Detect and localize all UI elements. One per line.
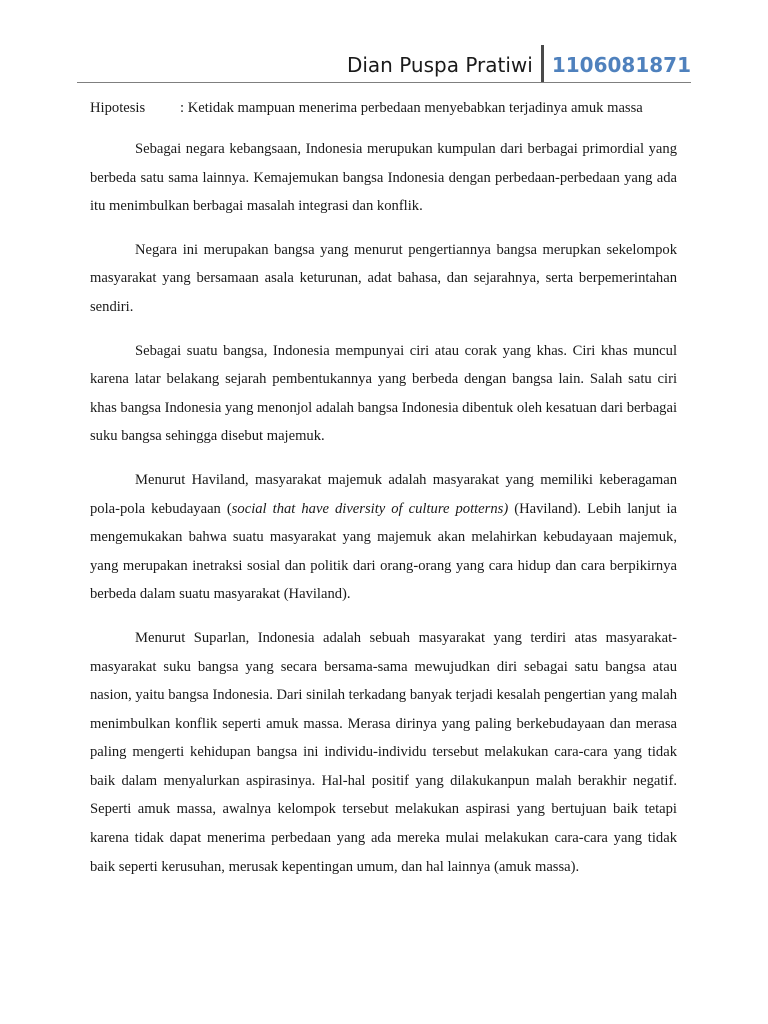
- paragraph-2: Negara ini merupakan bangsa yang menurut pengertiannya bangsa merupkan sekelompok masyarakat yang bersamaan asala keturunan, adat bahasa, dan sejarahnya, serta berpemerintahan sendiri.: [90, 241, 677, 315]
- paragraph-4: [90, 466, 677, 609]
- paragraph-5: Menurut Suparlan, Indonesia adalah sebuah masyarakat yang terdiri atas masyarakat-masyarakat suku bangsa yang secara bersama-sama mewujudkan diri sebagai satu bangsa atau nasion, yaitu bangsa Indonesia. Dari sinilah terkadang banyak terjadi kesalah pengertian yang malah menimbulkan konflik seperti amuk massa. Merasa dirinya yang paling berkebudayaan dan merasa paling mengerti kehidupan bangsa ini individu-individu tersebut melakukan cara-cara yang tidak baik dalam menyalurkan aspirasinya. Hal-hal positif yang dilakukanpun malah berakhir negatif. Seperti amuk massa, awalnya kelompok tersebut melakukan aspirasi yang bertujuan baik tetapi karena tidak dapat menerima perbedaan yang ada mereka mulai melakukan cara-cara yang tidak baik seperti kerusuhan, merusak kepentingan umum, dan hal lainnya (amuk massa).: [90, 629, 677, 875]
- paragraph-4-italic: social that have diversity of culture potterns): [231, 500, 509, 517]
- author-name: Dian Puspa Pratiwi: [346, 53, 533, 77]
- paragraph-4-start: Menurut Haviland, masyarakat majemuk adalah masyarakat yang memiliki keberagaman pola-pola kebudayaan (: [90, 471, 677, 517]
- paragraph-4-end: (Haviland). Lebih lanjut ia mengemukakan bahwa suatu masyarakat yang majemuk akan melahirkan kebudayaan majemuk, yang merupakan inetraksi sosial dan politik dari orang-orang yang cara hidup dan cara berpikirnya berbeda dalam suatu masyarakat (Haviland).: [90, 500, 678, 603]
- document-body: [90, 96, 677, 896]
- page-header: [347, 44, 691, 84]
- student-id: 1106081871: [551, 53, 691, 77]
- header-rule: [77, 82, 691, 83]
- paragraph-3: Sebagai suatu bangsa, Indonesia mempunyai ciri atau corak yang khas. Ciri khas muncul karena latar belakang sejarah pembentukannya yang berbeda dengan bangsa lain. Salah satu ciri khas bangsa Indonesia yang menonjol adalah bangsa Indonesia dibentuk oleh kesatuan dari berbagai suku bangsa sehingga disebut majemuk.: [90, 342, 677, 445]
- paragraph-1: Sebagai negara kebangsaan, Indonesia merupukan kumpulan dari berbagai primordial yang berbeda satu sama lainnya. Kemajemukan bangsa Indonesia dengan perbedaan-perbedaan yang ada itu menimbulkan berbagai masalah integrasi dan konflik.: [90, 141, 677, 215]
- hypothesis-line: [90, 96, 677, 120]
- hypothesis-label: Hipotesis: [90, 100, 146, 116]
- hypothesis-text: : Ketidak mampuan menerima perbedaan menyebabkan terjadinya amuk massa: [180, 100, 643, 116]
